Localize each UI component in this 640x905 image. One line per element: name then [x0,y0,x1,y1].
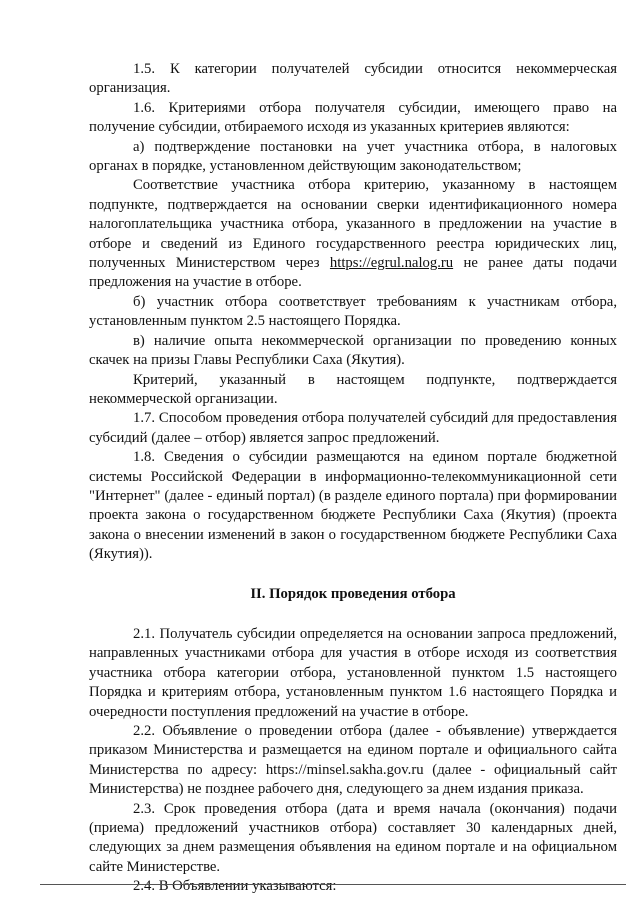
verification-text-start: Соответствие участника отбора критерию, указанному в настоящем подпункте, подтверждается на основании сверки идентификационного номера налогоплательщика участника отбора, указанного в предложении на участие в отборе и сведений из Единого государственного реестра юридических лиц, полученных Министерством через [89,177,617,272]
paragraph-1-5: 1.5. К категории получателей субсидии относится некоммерческая организация. [89,61,617,97]
paragraph-criterion-v-verification: Критерий, указанный в настоящем подпункте, подтверждается некоммерческой организации. [89,371,617,407]
paragraph-2-3: 2.3. Срок проведения отбора (дата и время начала (окончания) подачи (приема) предложений участников отбора) составляет 30 календарных дней, следующих за днем размещения объявления на едином портале и на официальном сайте Министерстве. [89,800,617,875]
section-title: II. Порядок проведения отбора [250,585,456,602]
paragraph-criterion-a: а) подтверждение постановки на учет участника отбора, в налоговых органах в порядке, установленном действующим законодательством; [89,138,617,175]
egrul-link[interactable]: https://egrul.nalog.ru [329,255,454,272]
paragraph-2-4: 2.4. В Объявлении указываются: [133,878,337,895]
paragraph-criterion-a-verification [89,176,617,292]
paragraph-1-6: 1.6. Критериями отбора получателя субсидии, имеющего право на получение субсидии, отбираемого исходя из указанных критериев являются: [89,99,617,136]
document-page [89,60,617,897]
paragraph-2-2: 2.2. Объявление о проведении отбора (далее - объявление) утверждается приказом Министерства и размещается на едином портале и официального сайта Министерства по адресу: https://minsel.sakha.gov.ru (далее - официальный сайт Министерства) не позднее рабочего дня, следующего за днем издания приказа. [89,723,617,798]
paragraph-1-7: 1.7. Способом проведения отбора получателей субсидий для предоставления субсидий (далее – отбор) является запрос предложений. [89,410,617,446]
paragraph-criterion-b: б) участник отбора соответствует требованиям к участникам отбора, установленным пунктом 2.5 настоящего Порядка. [89,293,617,330]
verification-text-end: не ранее даты подачи предложения на участие в отборе. [89,255,618,291]
footer-divider [40,884,626,885]
paragraph-criterion-v: в) наличие опыта некоммерческой организации по проведению конных скачек на призы Главы Республики Саха (Якутия). [89,332,617,369]
paragraph-2-1: 2.1. Получатель субсидии определяется на основании запроса предложений, направленных участниками отбора для участия в отборе исходя из соответствия участника отбора категории отбора, установленной пунктом 1.5 настоящего Порядка и критериям отбора, установленным пунктом 1.6 настоящего Порядка и очередности поступления предложений на участие в отборе. [89,625,617,720]
paragraph-1-8: 1.8. Сведения о субсидии размещаются на едином портале бюджетной системы Российской Федерации в информационно-телекоммуникационной сети "Интернет" (далее - единый портал) (в разделе единого портала) при формировании проекта закона о государственном бюджете Республики Саха (Якутия) (проекта закона о внесении изменений в закон о государственном бюджете Республики Саха (Якутия)). [89,449,617,563]
